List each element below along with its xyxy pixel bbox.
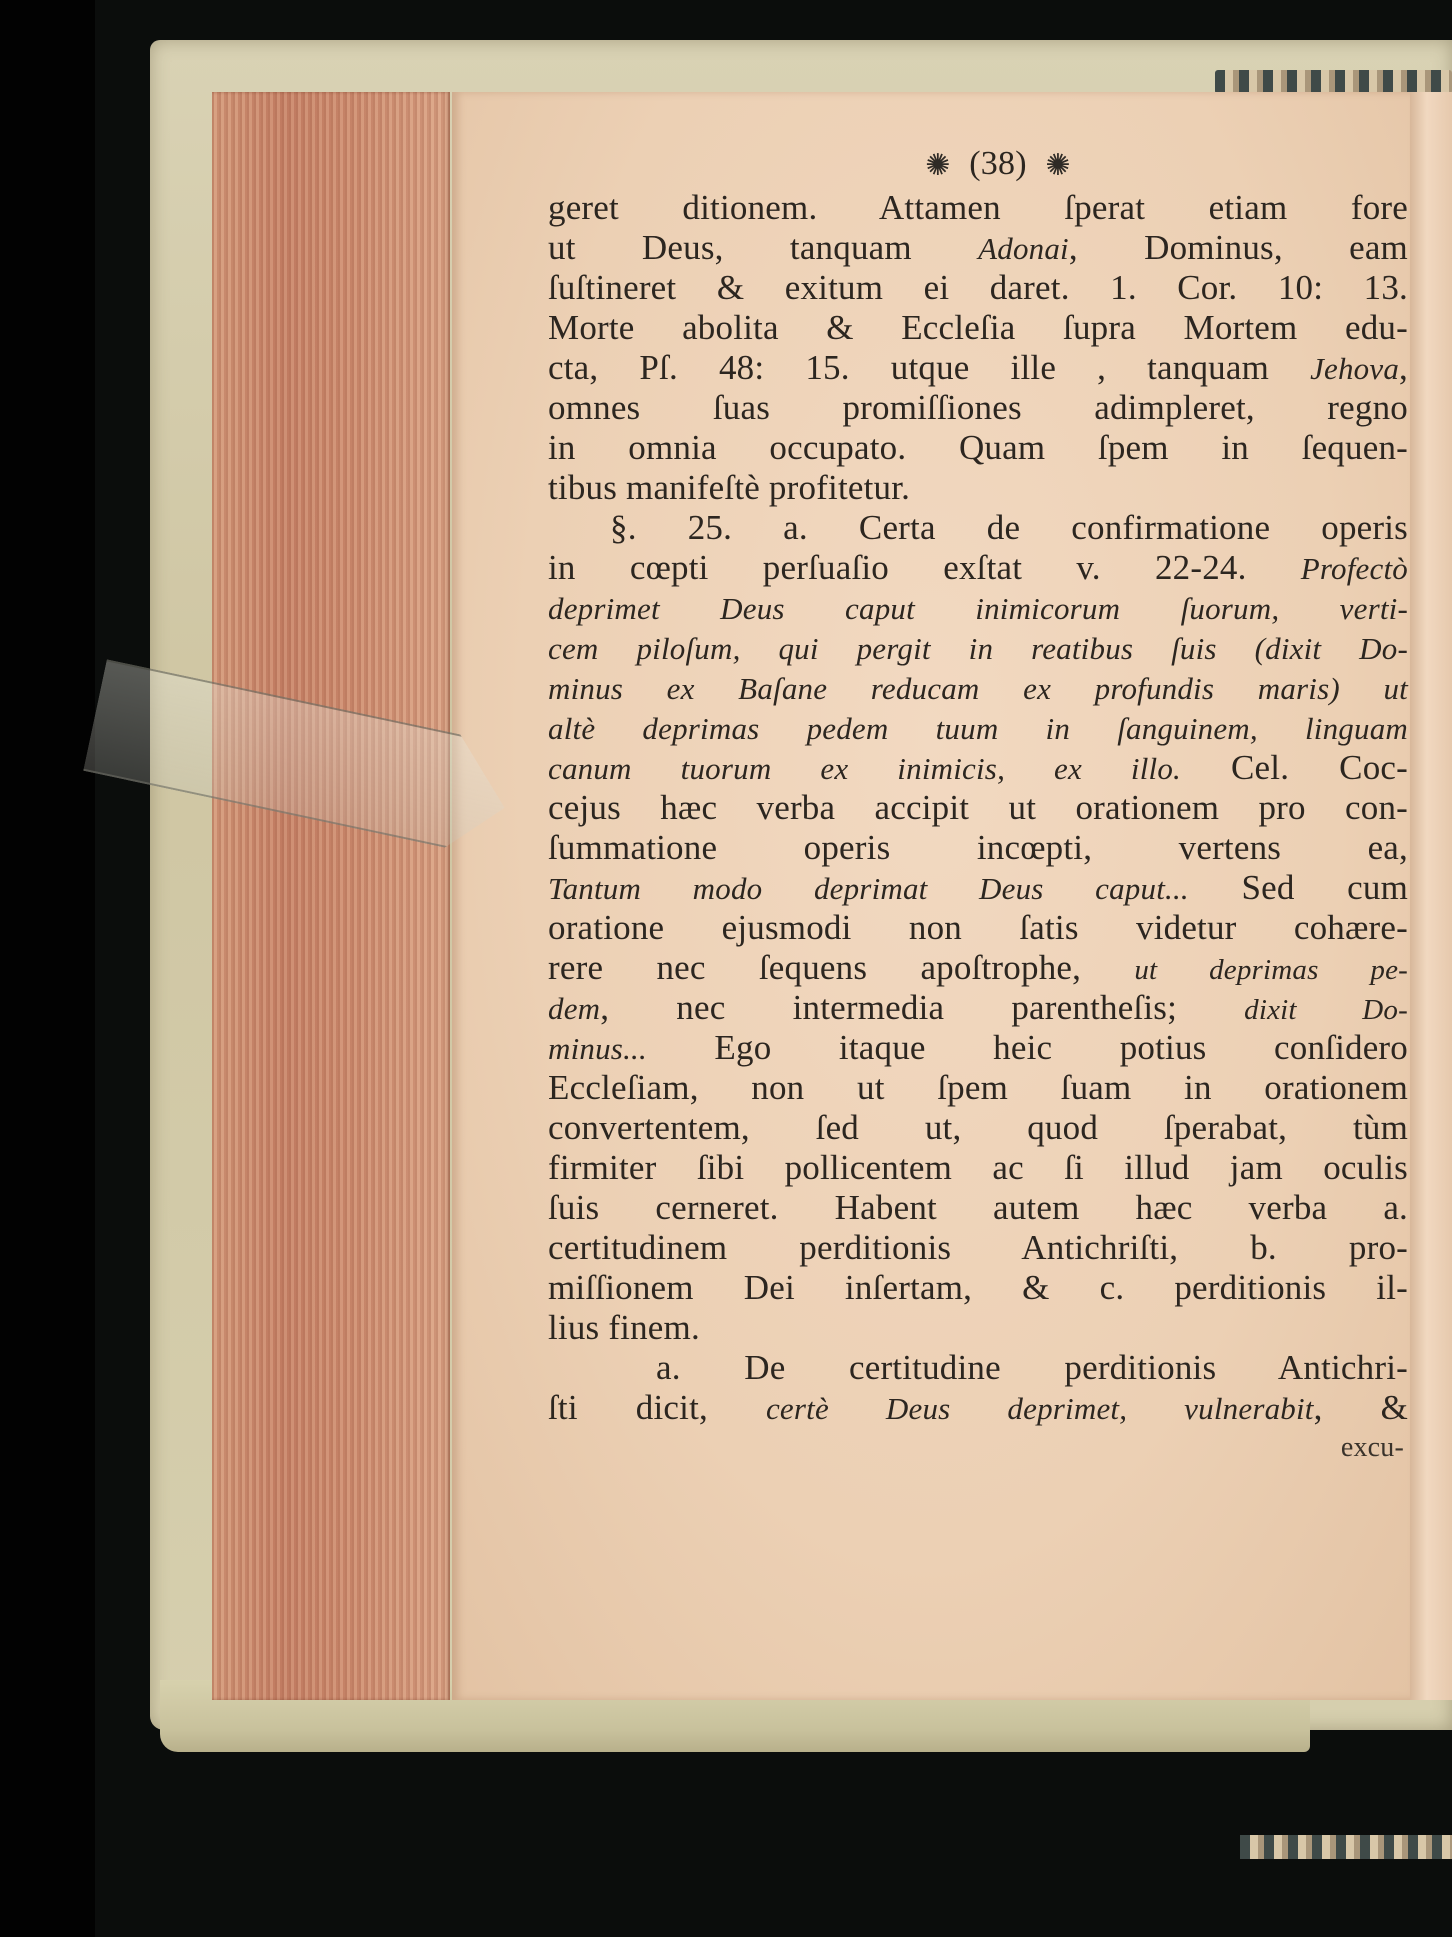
text-line bbox=[548, 628, 1408, 668]
background-left bbox=[0, 0, 95, 1937]
roman-text: firmiter ſibi pollicentem ac ſi illud jam oculis bbox=[548, 1148, 1408, 1187]
text-line bbox=[548, 828, 1408, 868]
text-line bbox=[548, 948, 1408, 988]
text-line bbox=[548, 508, 1408, 548]
roman-text: omnes ſuas promiſſiones adimpleret, regno bbox=[548, 388, 1408, 427]
text-line bbox=[548, 868, 1408, 908]
roman-text: convertentem, ſed ut, quod ſperabat, tùm bbox=[548, 1108, 1408, 1147]
text-line bbox=[548, 348, 1408, 388]
roman-text: , nec intermedia parentheſis; bbox=[600, 988, 1245, 1027]
roman-text: a. De certitudine perditionis Antichri- bbox=[656, 1348, 1408, 1387]
ornament-right-icon: ✺ bbox=[1045, 149, 1071, 183]
roman-text: Sed cum bbox=[1188, 868, 1408, 907]
text-line bbox=[548, 1268, 1408, 1308]
italic-text: dixit Do- bbox=[1244, 994, 1408, 1026]
text-line bbox=[548, 1028, 1408, 1068]
roman-text: ſummatione operis incœpti, vertens ea, bbox=[548, 828, 1408, 867]
roman-text: ſti dicit, bbox=[548, 1388, 766, 1427]
page-number: (38) bbox=[969, 145, 1027, 182]
roman-text: cejus hæc verba accipit ut orationem pro con- bbox=[548, 788, 1408, 827]
roman-text: , bbox=[1399, 348, 1408, 387]
italic-text: ut deprimas pe- bbox=[1134, 954, 1408, 986]
italic-text: altè deprimas pedem tuum in ſanguinem, linguam bbox=[548, 711, 1408, 746]
roman-text: ut Deus, tanquam bbox=[548, 228, 979, 267]
roman-text: Ego itaque heic potius conſidero bbox=[646, 1028, 1408, 1067]
roman-text: in cœpti perſuaſio exſtat v. 22-24. bbox=[548, 548, 1301, 587]
text-line bbox=[548, 1108, 1408, 1148]
italic-text: minus... bbox=[548, 1031, 647, 1066]
italic-text: cem piloſum, qui pergit in reatibus ſuis (dixit Do- bbox=[548, 631, 1408, 666]
text-line bbox=[548, 788, 1408, 828]
headband-top bbox=[1215, 70, 1452, 94]
italic-text: certè Deus deprimet, vulnerabit bbox=[765, 1391, 1314, 1426]
page-block-fore-edge bbox=[212, 92, 450, 1700]
roman-text: , Dominus, eam bbox=[1068, 228, 1408, 267]
roman-text: tibus manifeſtè profitetur. bbox=[548, 468, 911, 507]
italic-text: canum tuorum ex inimicis, ex illo. bbox=[548, 751, 1182, 786]
roman-text: ſuſtineret & exitum ei daret. 1. Cor. 10: 13. bbox=[548, 268, 1408, 307]
text-line bbox=[548, 1348, 1408, 1388]
roman-text: ſuis cerneret. Habent autem hæc verba a. bbox=[548, 1188, 1408, 1227]
text-line bbox=[548, 1188, 1408, 1228]
text-line bbox=[548, 668, 1408, 708]
italic-text: Adonai bbox=[978, 231, 1069, 266]
text-line bbox=[548, 388, 1408, 428]
text-line bbox=[548, 588, 1408, 628]
roman-text: Morte abolita & Eccleſia ſupra Mortem edu- bbox=[548, 308, 1408, 347]
text-line bbox=[548, 1068, 1408, 1108]
roman-text: Cel. Coc- bbox=[1181, 748, 1408, 787]
text-line bbox=[548, 308, 1408, 348]
ornament-left-icon: ✺ bbox=[925, 149, 951, 183]
italic-text: Jehova bbox=[1310, 351, 1400, 386]
gutter-facing-page-edge bbox=[1410, 92, 1452, 1700]
roman-text: miſſionem Dei inſertam, & c. perditionis il- bbox=[548, 1268, 1408, 1307]
roman-text: oratione ejusmodi non ſatis videtur cohære- bbox=[548, 908, 1408, 947]
text-line bbox=[548, 708, 1408, 748]
roman-text: in omnia occupato. Quam ſpem in ſequen- bbox=[548, 428, 1408, 467]
italic-text: minus ex Baſane reducam ex profundis maris) ut bbox=[548, 671, 1408, 706]
text-line bbox=[548, 1308, 1408, 1348]
text-line bbox=[548, 1148, 1408, 1188]
text-line bbox=[548, 548, 1408, 588]
text-line bbox=[548, 988, 1408, 1028]
text-line bbox=[548, 228, 1408, 268]
roman-text: cta, Pſ. 48: 15. utque ille , tanquam bbox=[548, 348, 1311, 387]
headband-bottom bbox=[1240, 1835, 1452, 1859]
page-text-block bbox=[548, 140, 1408, 1468]
text-line bbox=[548, 428, 1408, 468]
text-line bbox=[548, 748, 1408, 788]
roman-text: §. 25. a. Certa de confirmatione operis bbox=[610, 508, 1408, 547]
roman-text: geret ditionem. Attamen ſperat etiam fore bbox=[548, 188, 1408, 227]
text-line bbox=[548, 268, 1408, 308]
roman-text: Eccleſiam, non ut ſpem ſuam in orationem bbox=[548, 1068, 1408, 1107]
body-text bbox=[548, 188, 1408, 1428]
italic-text: deprimet Deus caput inimicorum ſuorum, verti- bbox=[548, 591, 1408, 626]
roman-text: , & bbox=[1313, 1388, 1408, 1427]
text-line bbox=[548, 1228, 1408, 1268]
italic-text: dem bbox=[548, 991, 601, 1026]
roman-text: certitudinem perditionis Antichriſti, b. pro- bbox=[548, 1228, 1408, 1267]
text-line bbox=[548, 188, 1408, 228]
italic-text: Profectò bbox=[1300, 551, 1408, 586]
text-line bbox=[548, 1388, 1408, 1428]
text-line bbox=[548, 468, 1408, 508]
roman-text: rere nec ſequens apoſtrophe, bbox=[548, 948, 1135, 987]
text-line bbox=[548, 908, 1408, 948]
italic-text: Tantum modo deprimat Deus caput... bbox=[548, 871, 1189, 906]
running-head bbox=[548, 140, 1408, 188]
catchword: excu- bbox=[1340, 1432, 1404, 1463]
roman-text: lius finem. bbox=[548, 1308, 700, 1347]
